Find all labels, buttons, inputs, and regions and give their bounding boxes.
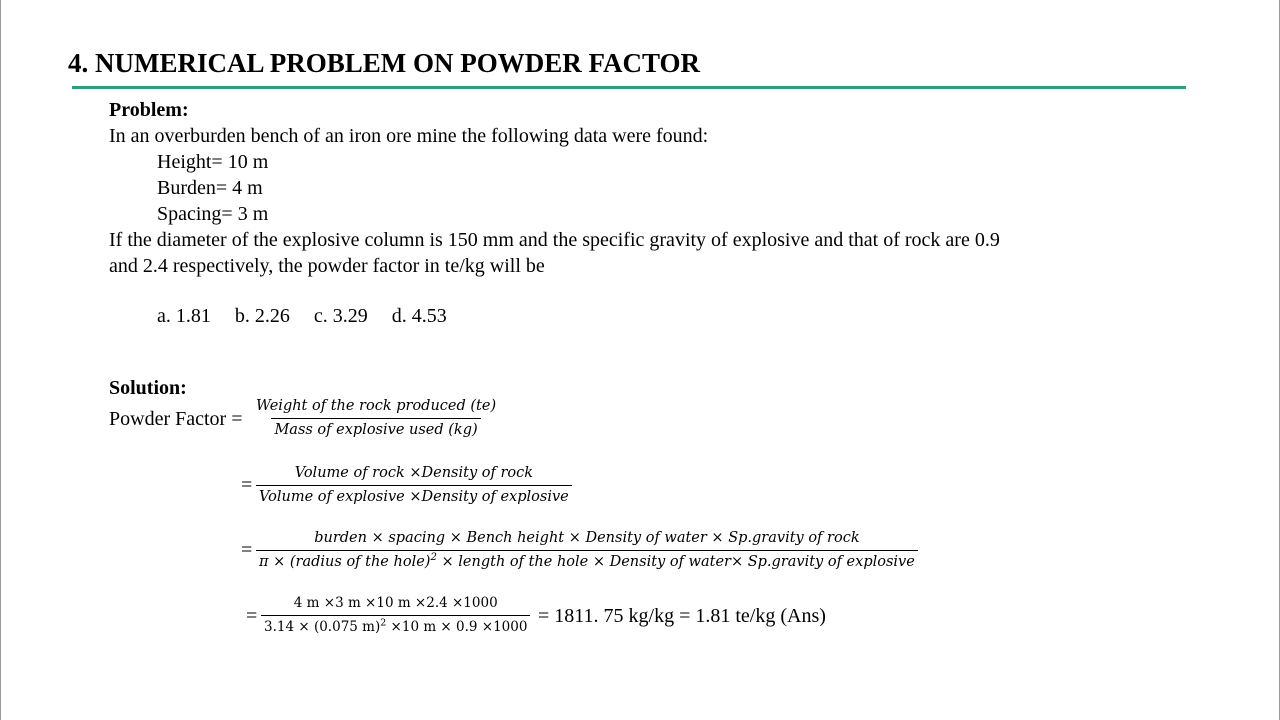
final-result: = 1811. 75 kg/kg = 1.81 te/kg (Ans) (538, 605, 826, 627)
answer-options (157, 303, 447, 329)
option-a: a. 1.81 (157, 305, 211, 327)
problem-heading: Problem: (109, 99, 189, 121)
option-b: b. 2.26 (234, 305, 290, 327)
step3-denominator: π × (radius of the hole)$^2$ × length of the hole × Density of water× Sp.gravity of explosive (256, 550, 918, 571)
powder-factor-lhs: Powder Factor = (109, 408, 243, 430)
slide-title: 4. NUMERICAL PROBLEM ON POWDER FACTOR (68, 48, 701, 78)
formula-step-1 (253, 398, 499, 439)
step2-numerator: Volume of rock ×Density of rock (294, 465, 534, 481)
formula-step-4 (261, 595, 530, 636)
equals-sign-4: = (246, 605, 258, 627)
step1-numerator: Weight of the rock produced (te) (256, 398, 497, 414)
data-burden: Burden= 4 m (157, 177, 263, 199)
step4-denominator: 3.14 × (0.075 m)$^2$ ×10 m × 0.9 ×1000 (261, 615, 530, 636)
title-underline-rule (72, 86, 1186, 89)
problem-intro: In an overburden bench of an iron ore mine the following data were found: (109, 125, 709, 147)
equals-sign-3: = (241, 539, 253, 561)
step3-numerator: burden × spacing × Bench height × Density of water × Sp.gravity of rock (314, 530, 860, 546)
question-line-1: If the diameter of the explosive column is 150 mm and the specific gravity of explosive and that of rock are 0.9 (109, 229, 1000, 251)
question-line-2: and 2.4 respectively, the powder factor in te/kg will be (109, 255, 545, 277)
step2-denominator: Volume of explosive ×Density of explosive (256, 485, 572, 506)
data-height: Height= 10 m (157, 151, 269, 173)
equals-sign-2: = (241, 474, 253, 496)
option-c: c. 3.29 (313, 305, 368, 327)
slide-left-border (0, 0, 1, 720)
solution-heading: Solution: (109, 377, 187, 399)
formula-step-3 (256, 530, 918, 571)
step4-numerator: 4 m ×3 m ×10 m ×2.4 ×1000 (293, 595, 498, 611)
data-spacing: Spacing= 3 m (157, 203, 269, 225)
option-d: d. 4.53 (391, 305, 447, 327)
step1-denominator: Mass of explosive used (kg) (271, 418, 480, 439)
formula-step-2 (256, 465, 572, 506)
